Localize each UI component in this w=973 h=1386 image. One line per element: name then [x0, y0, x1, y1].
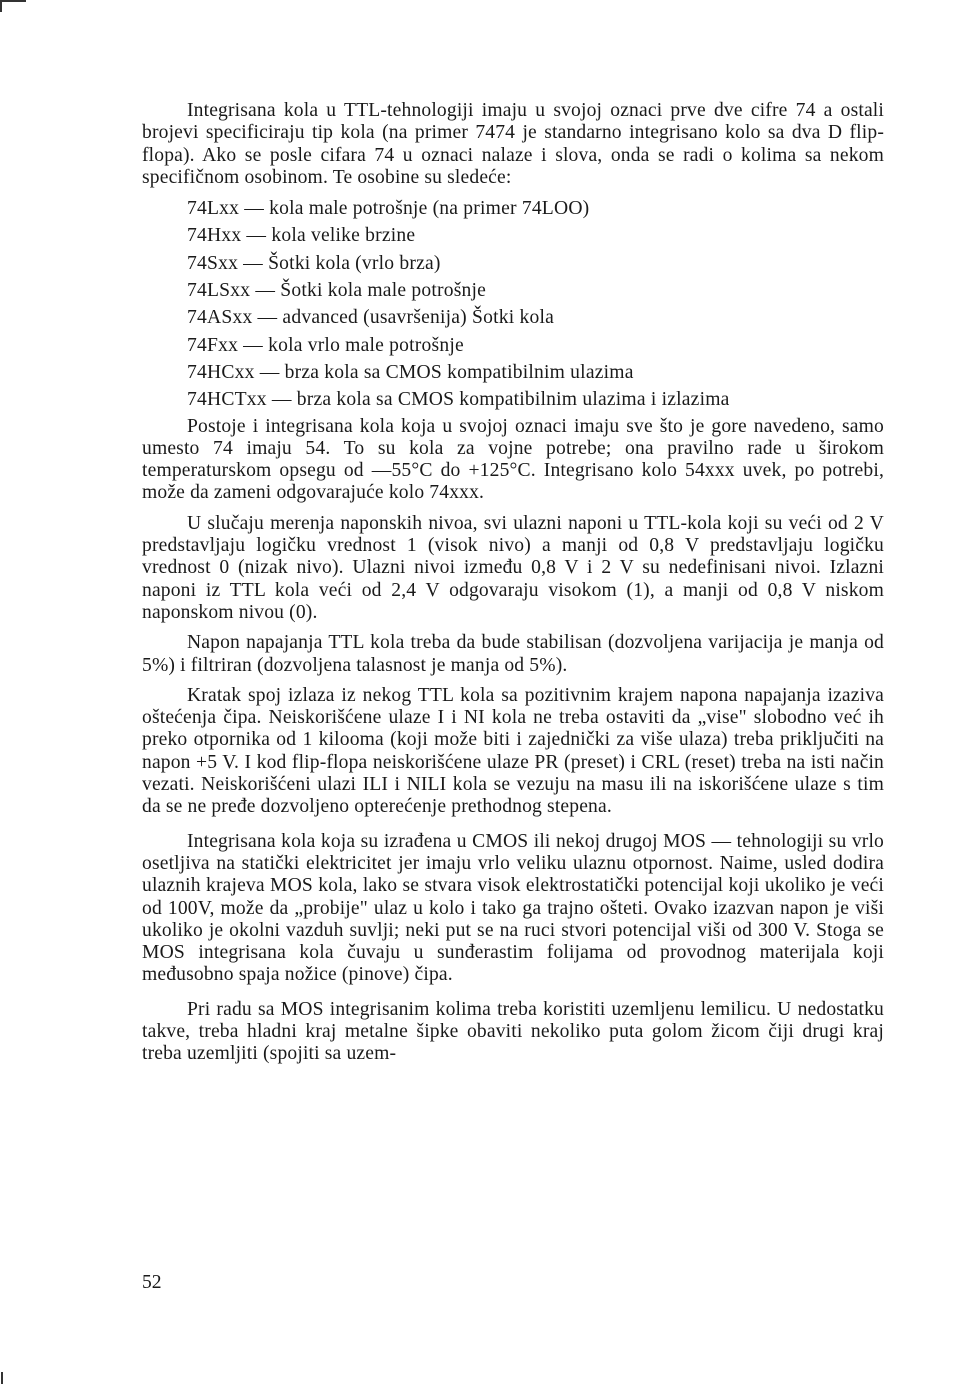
list-item: 74Hxx — kola velike brzine	[187, 225, 416, 247]
list-item: 74LSxx — Šotki kola male potrošnje	[187, 280, 487, 302]
paragraph-voltage-levels: U slučaju merenja naponskih nivoa, svi ulazni naponi u TTL-kola koji su veći od 2 V predstavljaju logičku vrednost 1 (visok nivo) a manji od 0,8 V predstavljaju logičku vrednost 0 (nizak nivo). Ulazni nivoi između 0,8 V i 2 V su nedefinisani nivoi. Izlazni naponi iz TTL kola veći od 2,4 V odgovaraju visokom (1), a manji od 0,8 V niskom naponskom nivou (0).	[142, 512, 884, 623]
page-body	[142, 100, 884, 1066]
paragraph-military-54: Postoje i integrisana kola koja u svojoj oznaci imaju sve što je gore navedeno, samo umesto 74 imaju 54. To su kola za vojne potrebe; ona pravilno rade u širokom temperaturskom opsegu od —55°C do +125°C. Integrisano kolo 54xxx uvek, po potrebi, može da zameni odgovarajuće kolo 74xxx.	[142, 415, 884, 504]
ttl-family-list	[187, 195, 884, 413]
paragraph-ttl-naming: Integrisana kola u TTL-tehnologiji imaju u svojoj oznaci prve dve cifre 74 a ostali brojevi specificiraju tip kola (na primer 7474 je standarno integrisano kolo sa dva D flip-flopa). Ako se posle cifara 74 u oznaci nalaze i slova, onda se radi o kolima sa nekom specifičnom osobinom. Te osobine su sledeće:	[142, 100, 884, 188]
paragraph-unused-inputs: Kratak spoj izlaza iz nekog TTL kola sa pozitivnim krajem napona napajanja izaziva oštećenja čipa. Neiskorišćene ulaze I i NI kola ne treba ostaviti da „vise" slobodno već ih preko otpornika od 1 kilooma (koji može biti i zajednički za više ulaza) treba priključiti na napon +5 V. I kod flip-flopa neiskorišćene ulaze PR (preset) i CRL (reset) treba na isti način vezati. Neiskorišćeni ulazi ILI i NILI kola se vezuju na masu ili na iskorišćene ulaze s tim da se ne pređe dozvoljeno opterećenje prethodnog stepena.	[142, 684, 884, 818]
paragraph-power-supply: Napon napajanja TTL kola treba da bude stabilisan (dozvoljena varijacija je manja od 5%) i filtriran (dozvoljena talasnost je manja od 5%).	[142, 632, 884, 676]
list-item: 74ASxx — advanced (usavršenija) Šotki kola	[187, 307, 554, 329]
list-item: 74Sxx — Šotki kola (vrlo brza)	[187, 252, 441, 274]
paragraph-soldering: Pri radu sa MOS integrisanim kolima treba koristiti uzemljenu lemilicu. U nedostatku takve, treba hladni kraj metalne šipke obaviti nekoliko puta golom žicom čiji drugi kraj treba uzemljiti (spojiti sa uzem-	[142, 998, 884, 1065]
list-item: 74HCxx — brza kola sa CMOS kompatibilnim ulazima	[187, 361, 634, 383]
list-item: 74HCTxx — brza kola sa CMOS kompatibilnim ulazima i izlazima	[187, 389, 730, 411]
paragraph-cmos-static: Integrisana kola koja su izrađena u CMOS ili nekoj drugoj MOS — tehnologiji su vrlo osetljiva na statički elektricitet jer imaju vrlo veliku ulaznu otpornost. Naime, usled dodira ulaznih krajeva MOS kola, lako se stvara visok elektrostatički potencijal koji ukoliko je veći od 100V, može da „probije" ulaz u kolo i tako ga trajno ošteti. Ovako izazvan napon je viši ukoliko je okolni vazduh suvlji; neki put se na ruci stvori potencijal viši od 300 V. Stoga se MOS integrisana kola čuvaju u sunđerastim folijama od provodnog materijala koji međusobno spaja nožice (pinove) čipa.	[142, 830, 884, 986]
page-number: 52	[142, 1272, 162, 1293]
scan-corner-mark	[0, 0, 26, 6]
list-item: 74Fxx — kola vrlo male potrošnje	[187, 334, 464, 356]
list-item: 74Lxx — kola male potrošnje (na primer 74LOO)	[187, 198, 590, 220]
scan-edge-mark	[1, 1372, 3, 1384]
